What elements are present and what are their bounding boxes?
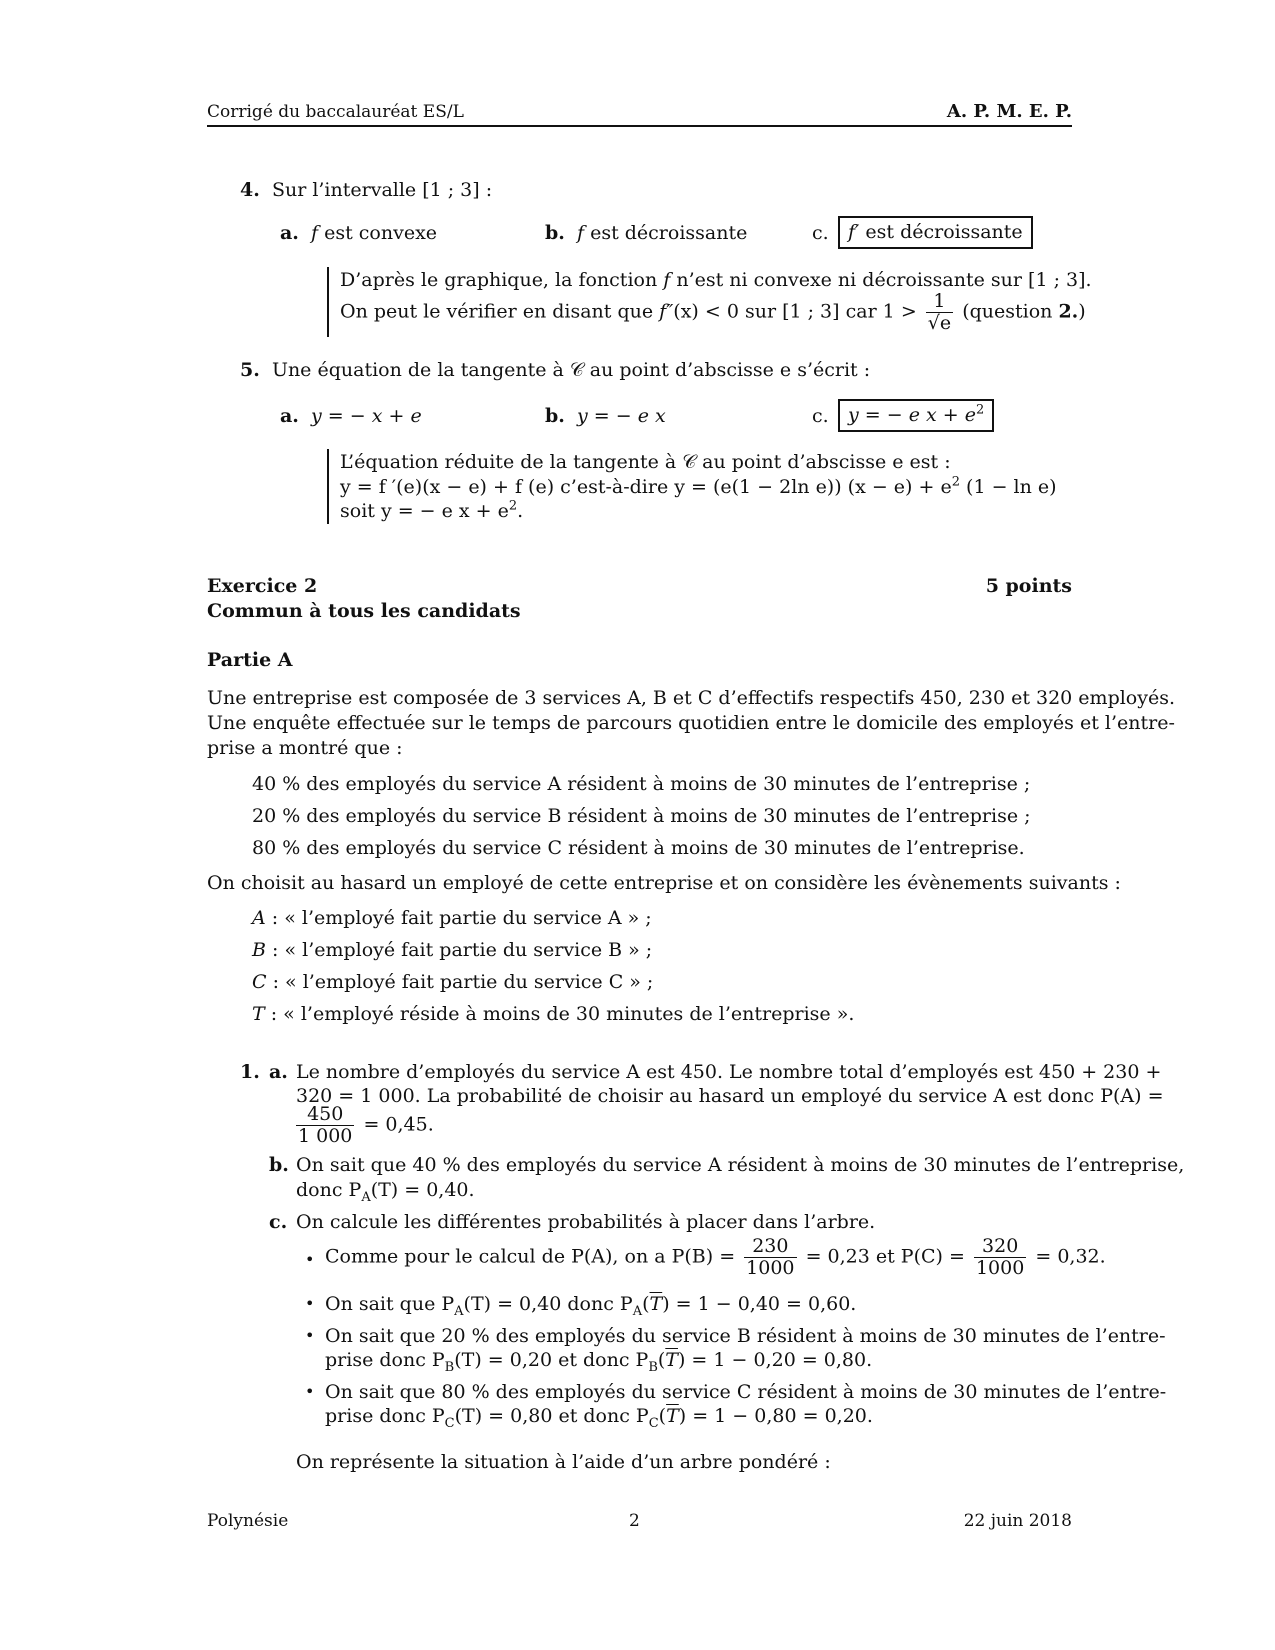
q4-stem (240, 178, 492, 203)
bul3-bar: $\overline{T}$ (665, 1349, 678, 1371)
q1-a-result: = 0,45. (363, 1113, 434, 1136)
q1-c-bullet3-line1: On sait que 20 % des employés du service B résident à moins de 30 minutes de l’entre- (325, 1325, 1166, 1347)
q4-expl1-post: n’est ni convexe ni décroissante sur [1 ; 3]. (676, 269, 1092, 291)
q5-explanation-line2 (340, 475, 1057, 500)
q5-expl2: y = f ′(e)(x − e) + f (e) c’est-à-dire y = (e(1 − 2ln e)) (x − e) + e (340, 476, 952, 498)
q5-expl3-exp: 2 (508, 498, 518, 514)
q5-option-c-exp: 2 (975, 402, 985, 418)
q1-a-line2: 320 = 1 000. La probabilité de choisir au hasard un employé du service A est donc P(A) = (296, 1085, 1164, 1107)
q4-option-b-label: b. (545, 222, 565, 244)
intro-line2: Une enquête effectuée sur le temps de parcours quotidien entre le domicile des employés et l’entre- (207, 712, 1175, 734)
q4-stem-text: Sur l’intervalle [1 ; 3] : (271, 179, 493, 201)
q1-a-fraction-num: 450 (296, 1104, 354, 1126)
q1-b-line2 (296, 1178, 475, 1203)
q1-b-sub: A (361, 1189, 371, 1205)
bul3-sub1: B (444, 1359, 455, 1375)
exercise-title: Exercice 2 (207, 575, 318, 597)
q4-expl2-mid: (x) < 0 sur [1 ; 3] car 1 > (673, 300, 917, 323)
page-number: 2 (629, 1511, 640, 1531)
q5-stem-text: Une équation de la tangente à 𝒞 au point d’abscisse e s’écrit : (271, 359, 871, 381)
q4-option-c-f: f′ (848, 221, 860, 243)
event-b-text: : « l’employé fait partie du service B » ; (265, 939, 653, 961)
stat-service-b: 20 % des employés du service B résident à moins de 30 minutes de l’entreprise ; (252, 805, 1031, 827)
q4-expl2-close: ) (1078, 300, 1086, 323)
bul2-post: ) = 1 − 0,40 = 0,60. (662, 1293, 857, 1315)
q1-a-fraction-den: 1 000 (298, 1125, 353, 1147)
event-c-text: : « l’employé fait partie du service C » ; (266, 971, 654, 993)
q5-explanation-bar (327, 449, 329, 524)
q1-c-bullet1 (325, 1236, 1106, 1279)
q4-option-a-label: a. (280, 222, 299, 244)
q5-explanation-line1: L’équation réduite de la tangente à 𝒞 au point d’abscisse e est : (340, 451, 951, 473)
event-a-text: : « l’employé fait partie du service A » ; (265, 907, 652, 929)
q4-option-c-answer-box (838, 216, 1033, 249)
bul2-sub2: A (632, 1303, 643, 1319)
bullet-icon: • (305, 1250, 315, 1269)
q1-b-line1: On sait que 40 % des employés du service A résident à moins de 30 minutes de l’entreprise, (296, 1154, 1185, 1176)
q5-option-a-label: a. (280, 405, 299, 427)
q5-option-a-eq: y = − x + e (311, 405, 422, 427)
q1-a-fraction-line (296, 1104, 434, 1147)
bul1-fraction2-den: 1000 (975, 1257, 1025, 1279)
q5-option-c-eq: y = − e x + e (848, 404, 976, 426)
q4-expl2-f: f″ (659, 300, 674, 323)
q4-option-c-label: c. (812, 222, 829, 244)
q4-option-a (280, 221, 437, 246)
q1-a-label: a. (269, 1061, 288, 1083)
header-left: Corrigé du baccalauréat ES/L (207, 102, 464, 122)
q5-stem (240, 358, 870, 383)
bul1-fraction2 (974, 1236, 1026, 1279)
bul2-bar: $\overline{T}$ (649, 1293, 663, 1315)
bul1-fraction2-num: 320 (974, 1236, 1026, 1258)
q4-expl1-f: f (663, 269, 671, 291)
q5-option-c-answer-box (838, 399, 994, 432)
q5-option-c-label: c. (812, 405, 829, 427)
q1-c-bullet4-line1: On sait que 80 % des employés du service C résident à moins de 30 minutes de l’entre- (325, 1381, 1167, 1403)
choose-line: On choisit au hasard un employé de cette entreprise et on considère les évènements suivants : (207, 872, 1121, 894)
q5-expl3: soit y = − e x + e (340, 500, 509, 522)
header-right: A. P. M. E. P. (946, 101, 1072, 122)
bullet-icon: • (305, 1326, 315, 1345)
event-a (252, 906, 652, 931)
q4-expl1-pre: D’après le graphique, la fonction (340, 269, 658, 291)
q1-a-line1: Le nombre d’employés du service A est 450. Le nombre total d’employés est 450 + 230 + (296, 1061, 1162, 1083)
q1-b-line2-post: (T) = 0,40. (370, 1179, 475, 1201)
q1-number: 1. (240, 1061, 260, 1083)
q4-fraction-num: 1 (926, 291, 953, 313)
bul4-sub1: C (444, 1415, 455, 1431)
bul4-pre: prise donc P (325, 1405, 445, 1427)
event-t-symbol: T (252, 1003, 265, 1025)
event-c-symbol: C (252, 971, 267, 993)
q5-option-a (280, 404, 422, 429)
q4-option-a-text: est convexe (324, 222, 438, 244)
bullet-icon: • (305, 1294, 315, 1313)
q4-option-b-text: est décroissante (590, 222, 748, 244)
q5-expl2-exp: 2 (951, 474, 960, 490)
intro-line3: prise a montré que : (207, 737, 403, 759)
stat-service-a: 40 % des employés du service A résident à moins de 30 minutes de l’entreprise ; (252, 773, 1031, 795)
q1-c-label: c. (269, 1211, 288, 1233)
q5-option-b (545, 404, 666, 429)
header-rule (207, 125, 1072, 127)
part-title: Partie A (207, 649, 293, 671)
bul1-fraction1-den: 1000 (746, 1257, 795, 1279)
event-t-text: : « l’employé réside à moins de 30 minutes de l’entreprise ». (264, 1003, 855, 1025)
bul1-post: = 0,32. (1035, 1245, 1106, 1268)
event-c (252, 970, 653, 995)
q4-fraction-den: √e (927, 312, 952, 334)
q4-expl2-post: (question (962, 300, 1053, 323)
q4-option-a-f: f (311, 222, 319, 244)
bul3-sub2: B (648, 1359, 658, 1375)
q5-option-b-label: b. (545, 405, 565, 427)
intro-line1: Une entreprise est composée de 3 services A, B et C d’effectifs respectifs 450, 230 et 320 employés. (207, 687, 1176, 709)
q5-expl2-post: (1 − ln e) (966, 476, 1057, 498)
q5-explanation-line3 (340, 499, 523, 524)
bullet-icon: • (305, 1382, 315, 1401)
bul4-sub2: C (648, 1415, 659, 1431)
q1-c-bullet4-line2: prise donc $P_C(T) = 0,80$ et donc $P_C(\overline{T}) = 1 - 0,80 = 0,20$. (325, 1405, 873, 1431)
bul1-fraction1 (744, 1236, 796, 1279)
event-a-symbol: A (252, 907, 266, 929)
bul4-mid: (T) = 0,80 et donc P (454, 1405, 649, 1427)
q4-explanation-line1 (340, 268, 1092, 293)
bul3-post: ) = 1 − 0,20 = 0,80. (677, 1349, 873, 1371)
q4-option-c-text: est décroissante (865, 221, 1023, 243)
q1-b-line2-pre: donc P (296, 1179, 362, 1201)
footer-left: Polynésie (207, 1511, 289, 1531)
q4-explanation-bar (327, 267, 329, 337)
event-b (252, 938, 652, 963)
footer-right: 22 juin 2018 (963, 1511, 1072, 1531)
q1-c-bullet2: On sait que $P_A(T) = 0,40$ donc $P_A(\overline{T}) = 1 - 0,40 = 0,60$. (325, 1293, 857, 1319)
exercise-subtitle: Commun à tous les candidats (207, 600, 521, 622)
bul2-mid: (T) = 0,40 donc P (463, 1293, 633, 1315)
q4-option-b-f: f (577, 222, 585, 244)
q1-b-label: b. (269, 1154, 289, 1176)
q4-fraction (926, 291, 953, 334)
bul4-bar: $\overline{T}$ (666, 1405, 679, 1427)
bul2-pre: On sait que P (325, 1293, 455, 1315)
q5-expl3-post: . (517, 500, 524, 522)
stat-service-c: 80 % des employés du service C résident à moins de 30 minutes de l’entreprise. (252, 837, 1025, 859)
q1-a-fraction (296, 1104, 354, 1147)
q5-option-b-eq: y = − e x (577, 405, 666, 427)
bul1-mid: = 0,23 et P(C) = (805, 1245, 965, 1268)
bul3-pre: prise donc P (325, 1349, 445, 1371)
bul1-fraction1-num: 230 (744, 1236, 796, 1258)
q4-number: 4. (240, 179, 260, 201)
event-b-symbol: B (252, 939, 266, 961)
bul3-mid: (T) = 0,20 et donc P (454, 1349, 649, 1371)
q1-c-bullet3-line2: prise donc $P_B(T) = 0,20$ et donc $P_B(\overline{T}) = 1 - 0,20 = 0,80$. (325, 1349, 873, 1375)
q1-tree-line: On représente la situation à l’aide d’un arbre pondéré : (296, 1451, 831, 1473)
q1-c-line: On calcule les différentes probabilités à placer dans l’arbre. (296, 1211, 876, 1233)
q4-explanation-line2 (340, 291, 1086, 334)
bul1-pre: Comme pour le calcul de P(A), on a P(B) = (325, 1245, 736, 1268)
q4-expl2-q: 2. (1058, 300, 1079, 323)
q4-expl2-pre: On peut le vérifier en disant que (340, 300, 654, 323)
exercise-points: 5 points (985, 575, 1072, 597)
q4-option-b (545, 221, 747, 246)
bul4-post: ) = 1 − 0,80 = 0,20. (678, 1405, 873, 1427)
event-t (252, 1002, 854, 1027)
bul2-sub1: A (454, 1303, 464, 1319)
q5-number: 5. (240, 359, 260, 381)
